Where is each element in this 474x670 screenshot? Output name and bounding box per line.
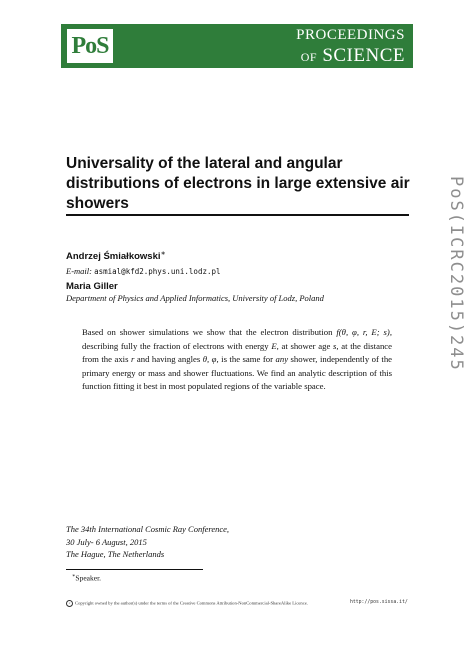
footnote-rule: [66, 569, 203, 570]
math-angles: θ, φ: [202, 354, 217, 365]
affiliation: Department of Physics and Applied Informatics, University of Lodz, Poland: [66, 293, 324, 303]
emphasis-any: any: [275, 354, 289, 365]
copyright-text: Copyright owned by the author(s) under the terms of the Creative Commons Attribution-NonCommercial-ShareAlike Licence.: [75, 600, 308, 606]
abstract: [82, 326, 392, 394]
math-f: f(θ, φ, r, E; s): [336, 327, 390, 337]
math-s: s: [333, 340, 337, 351]
conference-location: The Hague, The Netherlands: [66, 549, 165, 559]
abstract-text: , is the same for: [216, 354, 276, 365]
author-2: [66, 281, 118, 292]
of-science-line: [296, 46, 405, 65]
conference-dates: 30 July- 6 August, 2015: [66, 536, 147, 547]
abstract-text: , describing fully the fraction of electrons with energy: [82, 327, 392, 351]
math-r: r: [130, 354, 135, 365]
proceedings-of-science-wordmark: [296, 28, 405, 65]
math-e: E: [271, 340, 277, 351]
email-address[interactable]: asmial@kfd2.phys.uni.lodz.pl: [94, 267, 221, 276]
footnote: [72, 573, 101, 583]
footnote-mark: ∗: [72, 574, 76, 579]
email-label: E-mail:: [66, 266, 92, 276]
copyright-icon: c: [66, 600, 73, 607]
title-rule: [66, 214, 409, 216]
side-reference: PoS(ICRC2015)245: [446, 176, 466, 372]
footnote-text: Speaker.: [75, 573, 102, 583]
of-word: OF: [300, 50, 318, 64]
pos-banner: [61, 24, 413, 68]
author-2-name: Maria Giller: [66, 281, 118, 292]
conference-name: The 34th International Cosmic Ray Conference,: [66, 524, 230, 534]
pos-url-link[interactable]: http://pos.sissa.it/: [350, 600, 408, 605]
proceedings-word: PROCEEDINGS: [296, 27, 405, 43]
paper-title: Universality of the lateral and angular distributions of electrons in large extensive air showers: [66, 155, 410, 212]
science-word: SCIENCE: [322, 45, 405, 66]
abstract-text: , at the distance from the axis: [82, 340, 392, 365]
pos-logo: [67, 29, 113, 63]
email-line: [66, 266, 221, 276]
pos-logo-text: PoS: [71, 32, 109, 59]
abstract-text: Based on shower simulations we show that the electron distribution: [82, 327, 337, 337]
author-1-name: Andrzej Śmiałkowski: [66, 251, 161, 263]
abstract-text: and having angles: [134, 354, 203, 365]
abstract-text: , at shower age: [276, 340, 333, 351]
conference-info: [66, 523, 229, 561]
author-1-mark: ∗: [160, 251, 166, 257]
abstract-text: shower, independently of the primary energy or mass and shower fluctuations. We find an analytic description of this function fitting it best in most populated regions of the variable space.: [82, 354, 393, 392]
copyright-notice: [66, 600, 308, 607]
author-1: [66, 250, 166, 262]
